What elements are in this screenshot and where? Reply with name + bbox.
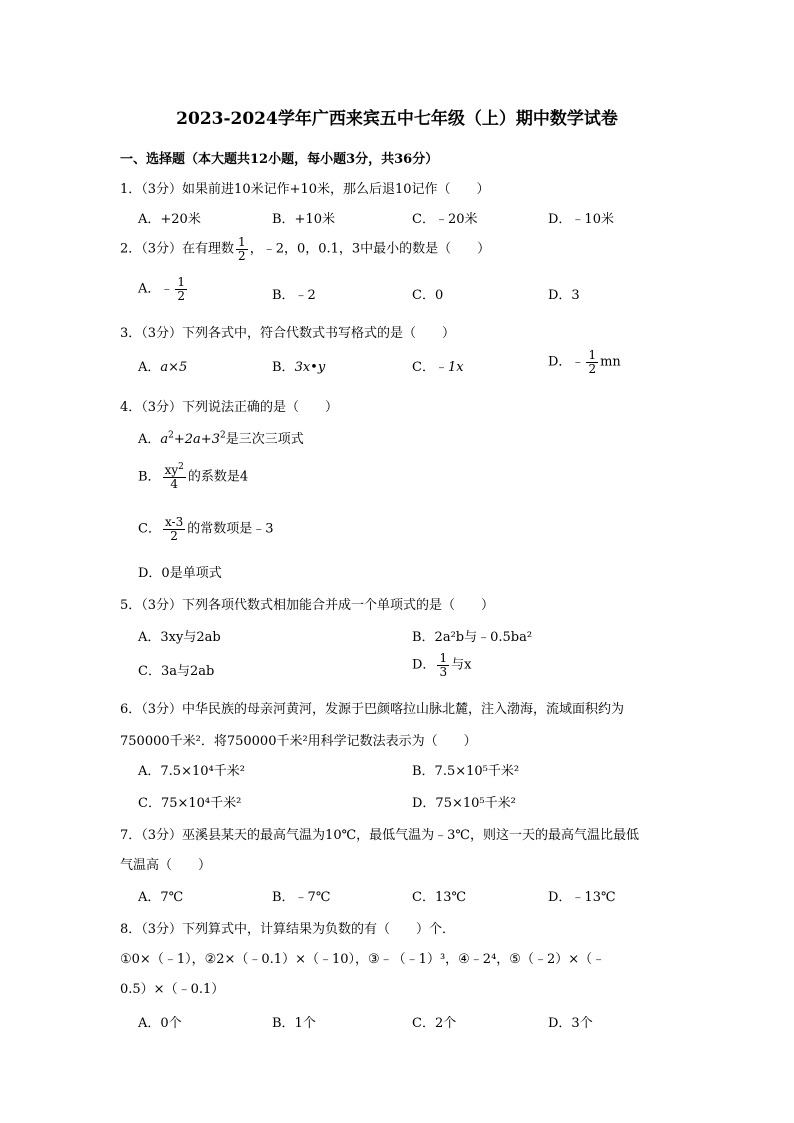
q4-c-fraction — [163, 516, 185, 542]
q3-option-b — [272, 356, 325, 375]
q5-d-num: 1 — [439, 651, 448, 665]
q3-d-num: 1 — [588, 348, 597, 362]
q4-b-den: 4 — [170, 476, 179, 491]
q2-stem-post: ，﹣2，0，0.1，3中最小的数是（ ） — [249, 241, 491, 257]
q8-option-d: D．3个 — [548, 1016, 593, 1031]
q4-a-rest: +2a+3 — [173, 432, 220, 447]
q5-option-b: B．2a²b与﹣0.5ba² — [412, 630, 533, 645]
q7-option-c: C．13℃ — [412, 890, 467, 905]
q7-option-a: A．7℃ — [138, 890, 184, 905]
q5-d-pre: D． — [412, 657, 436, 673]
question-6-stem-line2: 750000千米²．将750000千米²用科学记数法表示为（ ） — [120, 734, 477, 749]
q5-d-fraction — [437, 652, 449, 678]
question-8-stem: 8．（3分）下列算式中，计算结果为负数的有（ ）个． — [120, 922, 456, 937]
question-6-stem-line1: 6．（3分）中华民族的母亲河黄河，发源于巴颜喀拉山脉北麓，注入渤海，流域面积约为 — [120, 702, 625, 717]
q4-option-c — [138, 516, 273, 542]
q4-b-fraction — [163, 464, 186, 490]
q5-d-tail: 与x — [451, 657, 472, 673]
question-4-stem: 4．（3分）下列说法正确的是（ ） — [120, 400, 339, 415]
q6-option-a: A．7.5×10⁴千米² — [138, 764, 245, 779]
q6-option-d: D．75×10⁵千米² — [412, 796, 516, 811]
q3-d-pre: D．﹣ — [548, 354, 585, 370]
q4-a-pre: A． — [138, 432, 161, 447]
q4-b-tail: 的系数是4 — [187, 469, 249, 485]
q4-c-num: x-3 — [164, 515, 184, 529]
q2-option-a — [138, 276, 189, 302]
q3-c-pre: C．﹣ — [412, 360, 448, 375]
q1-option-d: D．﹣10米 — [548, 212, 614, 227]
q4-option-a: A．$a^2+2a+3^2$是三次三项式 — [138, 430, 304, 447]
page-title: 2023-2024学年广西来宾五中七年级（上）期中数学试卷 — [176, 109, 618, 129]
question-3-stem: 3．（3分）下列各式中，符合代数式书写格式的是（ ） — [120, 326, 456, 341]
q1-option-c: C．﹣20米 — [412, 212, 478, 227]
q3-d-post: mn — [600, 354, 621, 370]
q8-option-c: C．2个 — [412, 1016, 457, 1031]
question-5-stem: 5．（3分）下列各项代数式相加能合并成一个单项式的是（ ） — [120, 598, 495, 613]
q3-a-pre: A． — [138, 360, 161, 375]
q3-option-c — [412, 356, 464, 375]
q1-option-a: A．+20米 — [138, 212, 201, 227]
q4-c-pre: C． — [138, 521, 161, 537]
question-1-stem: 1．（3分）如果前进10米记作+10米，那么后退10记作（ ） — [120, 182, 490, 197]
q4-a-tail: 是三次三项式 — [225, 432, 304, 447]
q4-b-num: $xy^2$ — [164, 462, 184, 477]
q8-option-a: A．0个 — [138, 1016, 182, 1031]
q2-frac-num: 1 — [238, 235, 246, 249]
q3-d-den: 2 — [588, 361, 597, 376]
question-7-stem-line2: 气温高（ ） — [120, 858, 212, 873]
q4-c-den: 2 — [170, 528, 178, 543]
q8-option-b: B．1个 — [272, 1016, 316, 1031]
q4-option-b — [138, 464, 248, 490]
q2-option-b: B．﹣2 — [272, 288, 316, 303]
q3-option-d — [548, 349, 621, 375]
q2-a-fraction — [175, 276, 187, 302]
q2-option-d: D．3 — [548, 288, 580, 303]
q2-fraction — [236, 236, 248, 262]
q6-option-b: B．7.5×10⁵千米² — [412, 764, 520, 779]
q7-option-d: D．﹣13℃ — [548, 890, 616, 905]
question-8-expressions-line1: ①0×（﹣1），②2×（﹣0.1）×（﹣10），③﹣（﹣1）³，④﹣2⁴，⑤（﹣2）×（﹣ — [120, 952, 606, 967]
q3-option-a — [138, 356, 187, 375]
q5-option-d — [412, 652, 471, 678]
q4-a-expr: a — [160, 432, 169, 447]
q4-c-tail: 的常数项是﹣3 — [187, 521, 274, 537]
q4-b-num-text: xy — [164, 463, 179, 477]
q2-a-pre: A．﹣ — [138, 281, 174, 297]
q4-b-pre: B． — [138, 469, 161, 485]
q2-stem-pre: 2．（3分）在有理数 — [120, 241, 235, 257]
q4-option-d: D．0是单项式 — [138, 566, 222, 581]
q7-option-b: B．﹣7℃ — [272, 890, 331, 905]
question-7-stem-line1: 7．（3分）巫溪县某天的最高气温为10℃，最低气温为﹣3℃，则这一天的最高气温比最低 — [120, 828, 639, 843]
question-2-stem — [120, 236, 490, 262]
q2-option-c: C．0 — [412, 288, 444, 303]
q2-frac-den: 2 — [238, 248, 246, 263]
question-8-expressions-line2: 0.5）×（﹣0.1） — [120, 982, 225, 997]
q5-option-a: A．3xy与2ab — [138, 630, 221, 645]
section-heading: 一、选择题（本大题共12小题，每小题3分，共36分） — [120, 152, 439, 167]
q2-a-num: 1 — [177, 275, 186, 289]
q3-a-expr: a×5 — [160, 360, 188, 375]
q1-option-b: B．+10米 — [272, 212, 335, 227]
q5-option-c: C．3a与2ab — [138, 664, 215, 679]
q6-option-c: C．75×10⁴千米² — [138, 796, 242, 811]
q3-b-pre: B． — [272, 360, 295, 375]
q2-a-den: 2 — [177, 288, 186, 303]
q3-d-fraction — [586, 349, 598, 375]
q5-d-den: 3 — [439, 664, 448, 679]
q3-c-expr: 1x — [447, 360, 464, 375]
q3-b-expr: 3x•y — [294, 360, 326, 375]
